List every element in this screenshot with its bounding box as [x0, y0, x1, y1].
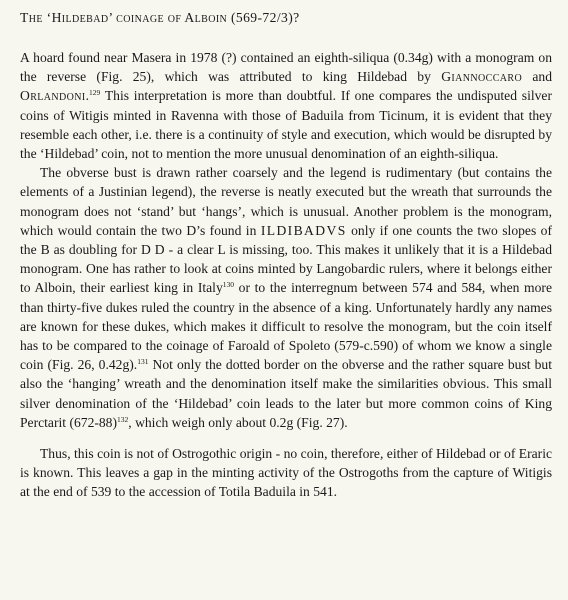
footnote-ref-132[interactable]: 132 [117, 414, 129, 424]
footnote-ref-131[interactable]: 131 [137, 357, 149, 367]
p2-text-1: The obverse bust is drawn rather coarsely and the legend is rudimentary (but contains the elements of a Justinian legend), the reverse is neatly executed but the wreath that surrounds the monogram does not ‘stand’ but ‘hangs’, which is unusual. Another problem is the monogram, which would contain the two D’s found in [20, 165, 552, 238]
paragraph-3 [20, 444, 552, 502]
paragraph-2 [20, 163, 552, 432]
footnote-ref-130[interactable]: 130 [222, 280, 234, 290]
heading-part-2: Hildebad [51, 10, 109, 25]
author-orlandoni: Orlandoni [20, 88, 86, 104]
section-heading [20, 9, 552, 27]
p3-text-1: Thus, this coin is not of Ostrogothic origin - no coin, therefore, either of Hildebad or of Eraric is known. This leaves a gap in the minting activity of the Ostrogoths from the capture of Witigis at the end of 539 to the accession of Totila Baduila in 541. [20, 446, 552, 500]
coin-legend: ILDIBADVS [260, 222, 347, 238]
paragraph-1 [20, 48, 552, 163]
p1-text-1: A hoard found near Masera in 1978 (?) contained an eighth-siliqua (0.34g) with a monogram on the reverse (Fig. 25), which was attributed to king Hildebad by [20, 50, 552, 85]
p2-text-2: only if one counts the two slopes of the B as doubling for D D - a clear L is missing, too. This makes it unlikely that it is a Hildebad monogram. One has rather to look at coins minted by Langobardic rulers, where it belongs either to Alboin, their earliest king in Italy [20, 222, 552, 296]
p2-text-5: , which weigh only about 0.2g (Fig. 27). [128, 414, 348, 430]
footnote-ref-129[interactable]: 129 [89, 88, 101, 98]
p1-text-4: This interpretation is more than doubtful. If one compares the undisputed silver coins of Witigis minted in Ravenna with those of Baduila from Ticinum, it is evident that they resemble each other, i.e. there is a continuity of style and execution, which would be disrupted by the ‘Hildebad’ coin, not to mention the more unusual denomination of an eighth-siliqua. [20, 88, 552, 162]
heading-part-3: ’ coinage of Alboin (569-72/3)? [108, 10, 300, 25]
p1-text-3: . [85, 88, 90, 104]
p2-text-3: or to the interregnum between 574 and 584, when more than thirty-five dukes ruled the country in the absence of a king. Unfortunately hardly any names are known for these dukes, which makes it difficult to resolve the monogram, but the coin itself has to be compared to the coinage of Faroald of Spoleto (579-c.590) of whom we know a single coin (Fig. 26, 0.42g). [20, 280, 552, 373]
heading-part-1: The ‘ [20, 10, 52, 25]
p2-text-4: Not only the dotted border on the obverse and the rather square bust but also the ‘hanging’ wreath and the denomination itself make the similarities obvious. This small silver denomination of the ‘Hildebad’ coin leads to the later but more common coins of King Perctarit (672-88) [20, 357, 552, 430]
p1-text-2: and [522, 69, 552, 85]
author-giannoccaro: Giannoccaro [441, 69, 523, 85]
